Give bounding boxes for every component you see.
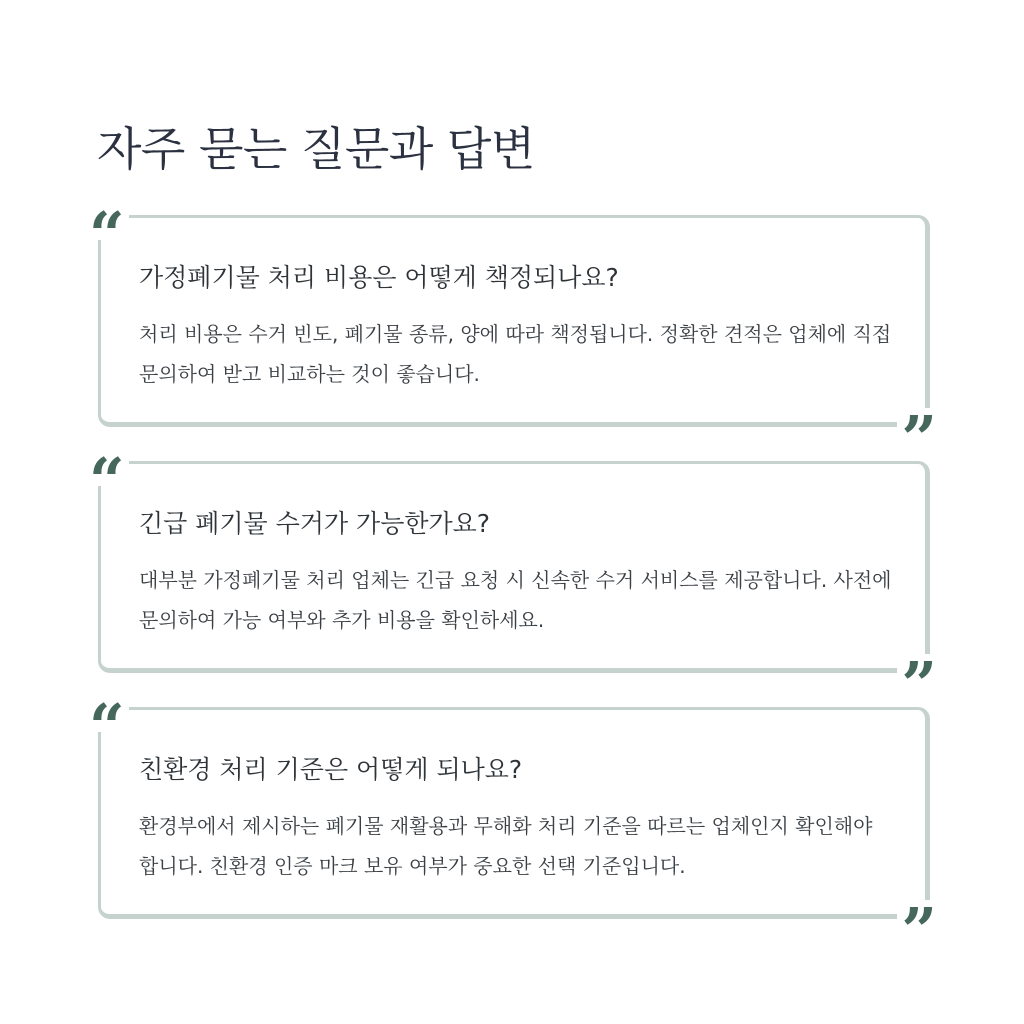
faq-card-1 [89,198,937,475]
open-quote-icon: “ [85,696,129,732]
faq-answer-3: 환경부에서 제시하는 폐기물 재활용과 무해화 처리 기준을 따르는 업체인지 확인해야 합니다. 친환경 인증 마크 보유 여부가 중요한 선택 기준입니다. [139,814,873,878]
faq-answer-1: 처리 비용은 수거 빈도, 폐기물 종류, 양에 따라 책정됩니다. 정확한 견적은 업체에 직접 문의하여 받고 비교하는 것이 좋습니다. [139,322,892,386]
close-quote-icon: ” [897,900,941,936]
open-quote-icon: “ [85,450,129,486]
faq-answer-2: 대부분 가정폐기물 처리 업체는 긴급 요청 시 신속한 수거 서비스를 제공합니다. 사전에 문의하여 가능 여부와 추가 비용을 확인하세요. [139,568,892,632]
faq-card-2 [89,444,937,721]
open-quote-icon: “ [85,204,129,240]
page-title: 자주 묻는 질문과 답변 [97,122,535,176]
faq-card-3 [89,690,937,967]
faq-question-1: 가정폐기물 처리 비용은 어떻게 책정되나요? [139,263,619,292]
faq-question-3: 친환경 처리 기준은 어떻게 되나요? [139,755,523,784]
close-quote-icon: ” [897,654,941,690]
faq-question-2: 긴급 폐기물 수거가 가능한가요? [139,509,491,538]
close-quote-icon: ” [897,408,941,444]
